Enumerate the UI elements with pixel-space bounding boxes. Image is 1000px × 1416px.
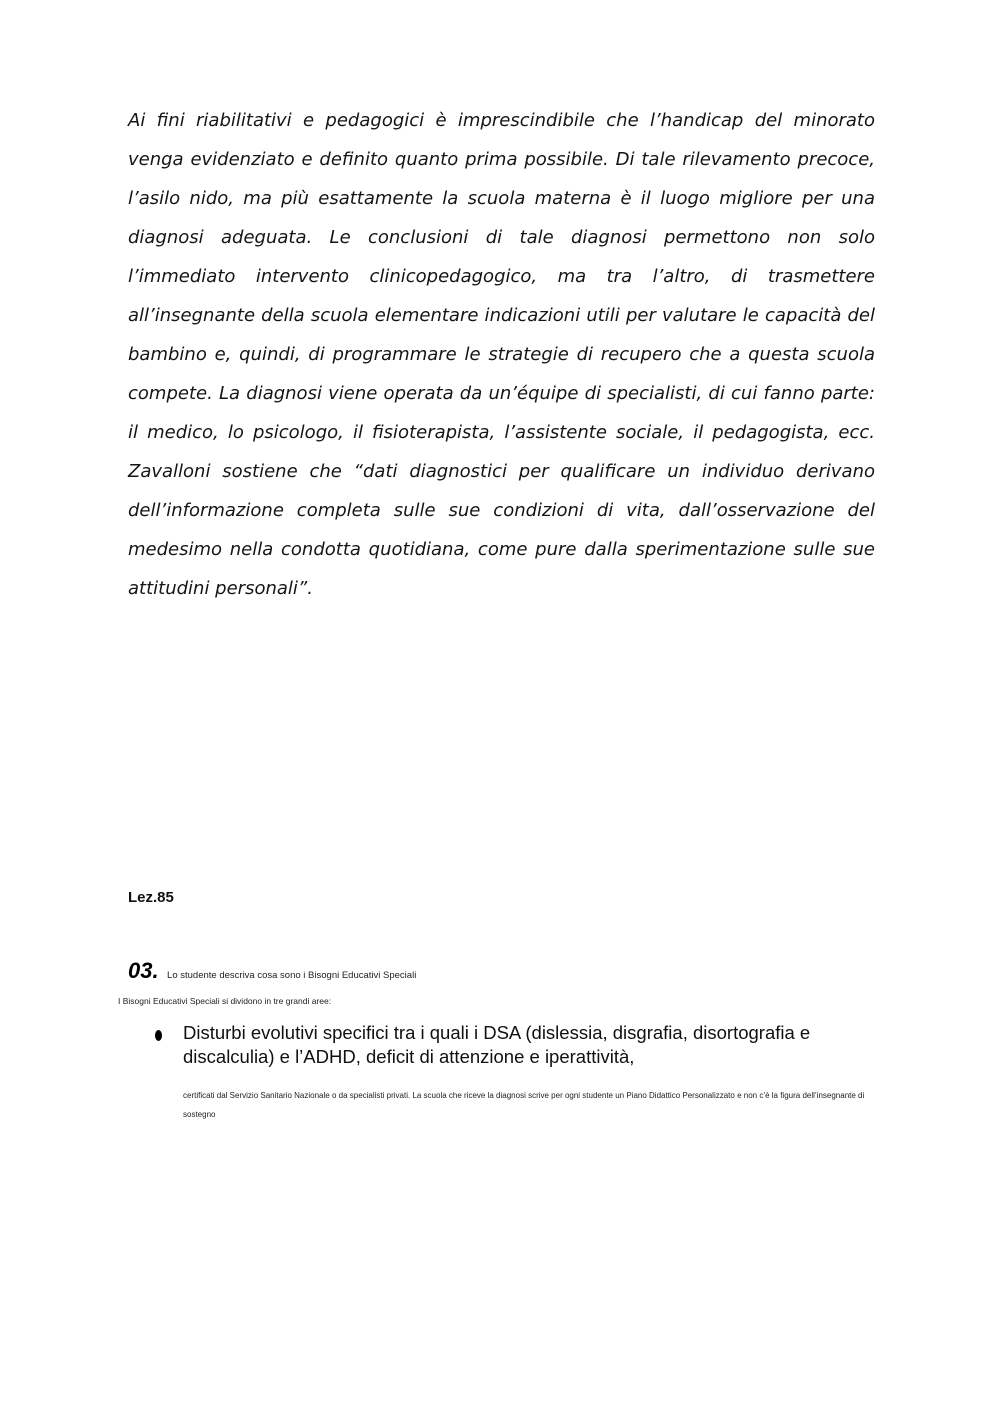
question-heading <box>128 958 416 984</box>
list-item: Disturbi evolutivi specifici tra i quali i DSA (dislessia, disgrafia, disortografia e discalculia) e l’ADHD, deficit di attenzione e iperattività, <box>183 1022 811 1067</box>
bullet-icon <box>155 1030 162 1041</box>
question-text: Lo studente descriva cosa sono i Bisogni Educativi Speciali <box>167 970 417 981</box>
body-paragraph: Ai fini riabilitativi e pedagogici è imprescindibile che l’handicap del minorato venga evidenziato e definito quanto prima possibile. Di tale rilevamento precoce, l’asilo nido, ma più esattamente la scuola materna è il luogo migliore per una diagnosi adeguata. Le conclusioni di tale diagnosi permettono non solo l’immediato intervento clinicopedagogico, ma tra l’altro, di trasmettere all’insegnante della scuola elementare indicazioni utili per valutare le capacità del bambino e, quindi, di programmare le strategie di recupero che a questa scuola compete. La diagnosi viene operata da un’équipe di specialisti, di cui fanno parte: il medico, lo psicologo, il fisioterapista, l’assistente sociale, il pedagogista, ecc. Zavalloni sostiene che “dati diagnostici per qualificare un individuo derivano dell’informazione completa sulle sue condizioni di vita, dall’osservazione del medesimo nella condotta quotidiana, come pure dalla sperimentazione sulle sue attitudini personali”. <box>128 110 875 599</box>
answer-intro: I Bisogni Educativi Speciali si dividono in tre grandi aree: <box>118 996 332 1006</box>
list-item-note: certificati dal Servizio Sanitario Nazionale o da specialisti privati. La scuola che riceve la diagnosi scrive per ogni studente un Piano Didattico Personalizzato e non c’è la figura dell’insegnante di sostegno <box>183 1091 865 1119</box>
lesson-label: Lez.85 <box>128 889 174 906</box>
question-number: 03. <box>128 958 159 983</box>
